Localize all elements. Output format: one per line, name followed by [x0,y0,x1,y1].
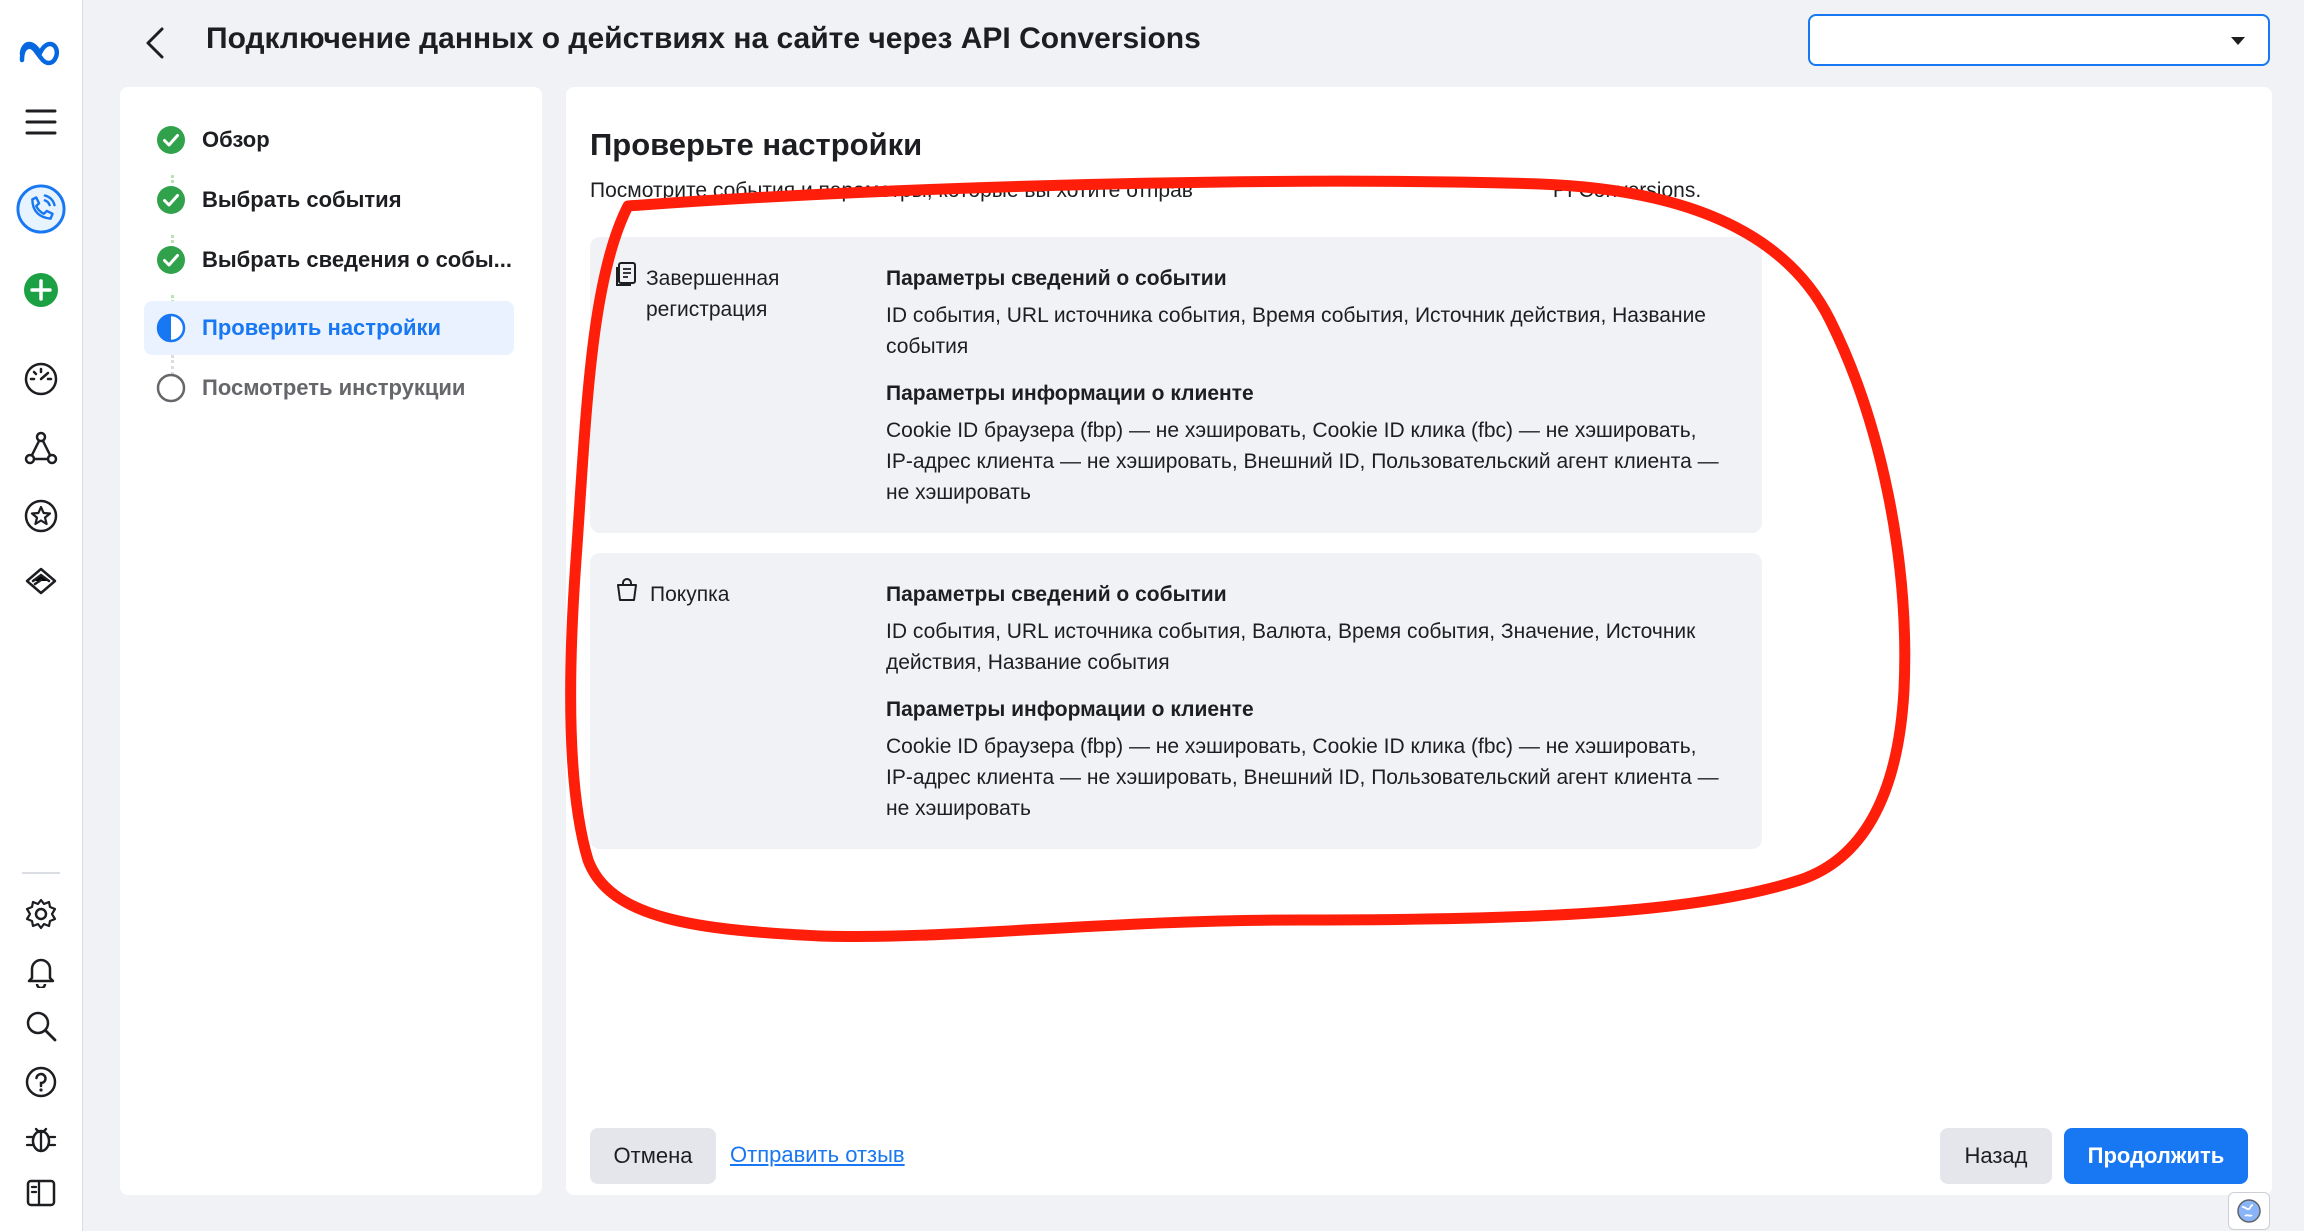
event-card [590,553,1762,849]
check-circle-icon [156,185,186,215]
check-circle-icon [156,125,186,155]
check-circle-icon [156,245,186,275]
review-card [566,87,2272,1195]
step-overview[interactable] [144,113,514,167]
panel-icon[interactable] [16,1168,66,1218]
step-label: Посмотреть инструкции [202,375,466,400]
registration-icon [614,261,638,292]
event-name: Покупка [650,583,730,606]
customer-params-list: Cookie ID браузера (fbp) — не хэшировать, Cookie ID клика (fbc) — не хэшировать, IP-адрес клиента — не хэшировать, Внешний ID, Пользовательский агент клиента — не хэшировать [886,735,1719,820]
bell-icon[interactable] [16,946,66,996]
section-heading: Проверьте настройки [590,127,923,162]
continue-button[interactable]: Продолжить [2064,1128,2248,1184]
step-choose-event-details[interactable] [144,233,514,287]
half-circle-icon [156,313,186,343]
help-icon[interactable] [16,1057,66,1107]
event-params-title: Параметры сведений о событии [886,267,1227,290]
customer-params-list: Cookie ID браузера (fbp) — не хэшировать, Cookie ID клика (fbc) — не хэшировать, IP-адрес клиента — не хэшировать, Внешний ID, Пользовательский агент клиента — не хэшировать [886,419,1719,504]
event-params-title: Параметры сведений о событии [886,583,1227,606]
step-review-settings[interactable] [144,301,514,355]
globe-icon[interactable] [2228,1192,2270,1230]
section-subtitle-end: PI Conversions. [1552,179,1702,202]
cancel-button[interactable]: Отмена [590,1128,716,1184]
event-card [590,237,1762,533]
back-button[interactable]: Назад [1940,1128,2052,1184]
step-label: Проверить настройки [202,315,442,340]
step-label: Выбрать сведения о собы... [202,247,512,272]
steps-panel [120,87,542,1195]
dashboard-icon[interactable] [16,354,66,404]
event-name: Завершенная регистрация [646,267,780,321]
meta-logo-icon[interactable] [16,28,66,78]
event-params-list: ID события, URL источника события, Валюта, Время события, Значение, Источник действия, Название события [886,620,1696,674]
shopping-bag-icon [614,577,640,608]
step-choose-events[interactable] [144,173,514,227]
rail-divider [22,872,60,874]
back-arrow-icon[interactable] [134,20,176,66]
event-params-list: ID события, URL источника события, Время события, Источник действия, Название события [886,304,1706,358]
graph-icon[interactable] [16,423,66,473]
step-label: Выбрать события [202,187,402,212]
settings-icon[interactable] [16,889,66,939]
customer-params-title: Параметры информации о клиенте [886,698,1254,721]
handshake-icon[interactable] [16,557,66,607]
section-subtitle [590,179,1701,203]
page-title: Подключение данных о действиях на сайте через API Conversions [206,22,1201,55]
left-nav-rail [0,0,83,1231]
section-subtitle-start: Посмотрите события и параметры, которые вы хотите отправ [590,179,1193,202]
event-params [886,579,1726,840]
plus-icon[interactable] [16,265,66,315]
event-params [886,263,1726,524]
bug-icon[interactable] [16,1113,66,1163]
phone-icon[interactable] [16,184,66,234]
empty-circle-icon [156,373,186,403]
caret-down-icon [2230,36,2246,46]
star-icon[interactable] [16,491,66,541]
send-feedback-link[interactable]: Отправить отзыв [730,1142,905,1167]
customer-params-title: Параметры информации о клиенте [886,382,1254,405]
step-label: Обзор [202,127,270,152]
menu-icon[interactable] [16,97,66,147]
search-icon[interactable] [16,1001,66,1051]
account-select[interactable] [1808,14,2270,66]
step-view-instructions[interactable] [144,361,514,415]
